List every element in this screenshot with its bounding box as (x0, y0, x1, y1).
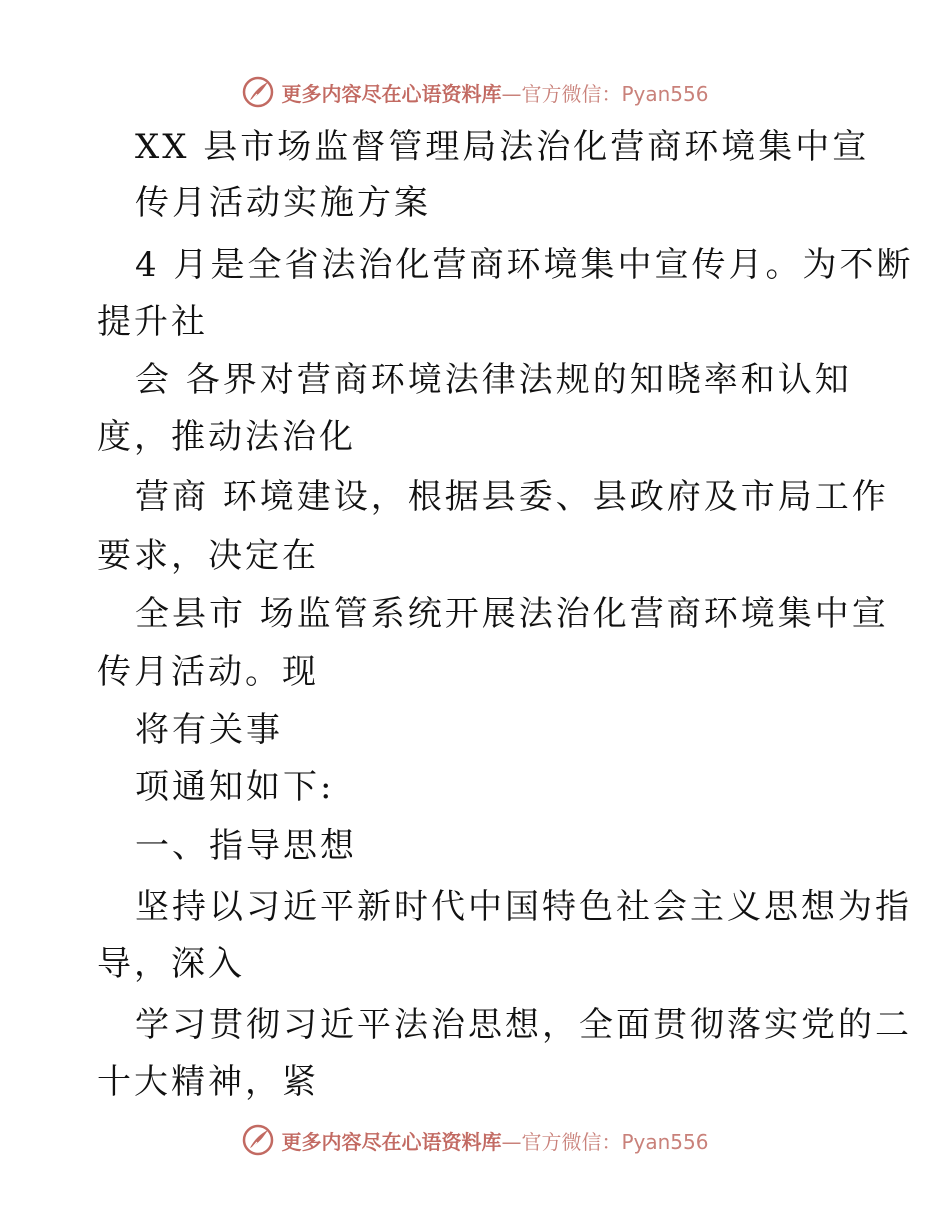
paragraph-line: 传月活动。现 (97, 652, 319, 692)
paragraph-line: 项通知如下: (135, 767, 335, 807)
paragraph-line: 坚持以习近平新时代中国特色社会主义思想为指 (135, 887, 912, 927)
paragraph-line: 学习贯彻习近平法治思想，全面贯彻落实党的二 (135, 1005, 912, 1045)
watermark-contact: —官方微信：Pyan556 (501, 1129, 709, 1154)
paragraph-line: 将有关事 (135, 710, 283, 750)
section-heading: 一、指导思想 (135, 826, 357, 866)
paragraph-line: 全县市 场监管系统开展法治化营商环境集中宣 (135, 594, 889, 634)
paragraph-line: 4 月是全省法治化营商环境集中宣传月。为不断 (135, 245, 914, 285)
watermark-text (281, 1126, 708, 1155)
paragraph-line: 要求，决定在 (97, 536, 319, 576)
paragraph-line: 会 各界对营商环境法律法规的知晓率和认知 (135, 360, 852, 400)
footer-watermark (0, 1120, 950, 1160)
document-title-line-1: XX 县市场监督管理局法治化营商环境集中宣 (135, 127, 870, 167)
paragraph-line: 提升社 (97, 302, 208, 342)
paragraph-line: 十大精神，紧 (97, 1062, 319, 1102)
watermark-text (281, 78, 708, 107)
document-title-line-2: 传月活动实施方案 (135, 183, 431, 223)
watermark-contact: —官方微信：Pyan556 (501, 81, 709, 106)
header-watermark (0, 72, 950, 112)
feather-quill-seal-icon (241, 1123, 275, 1157)
paragraph-line: 度，推动法治化 (97, 417, 356, 457)
feather-quill-seal-icon (241, 75, 275, 109)
watermark-brand: 更多内容尽在心语资料库 (281, 1129, 502, 1154)
paragraph-line: 导，深入 (97, 944, 245, 984)
paragraph-line: 营商 环境建设，根据县委、县政府及市局工作 (135, 477, 889, 517)
watermark-brand: 更多内容尽在心语资料库 (281, 81, 502, 106)
